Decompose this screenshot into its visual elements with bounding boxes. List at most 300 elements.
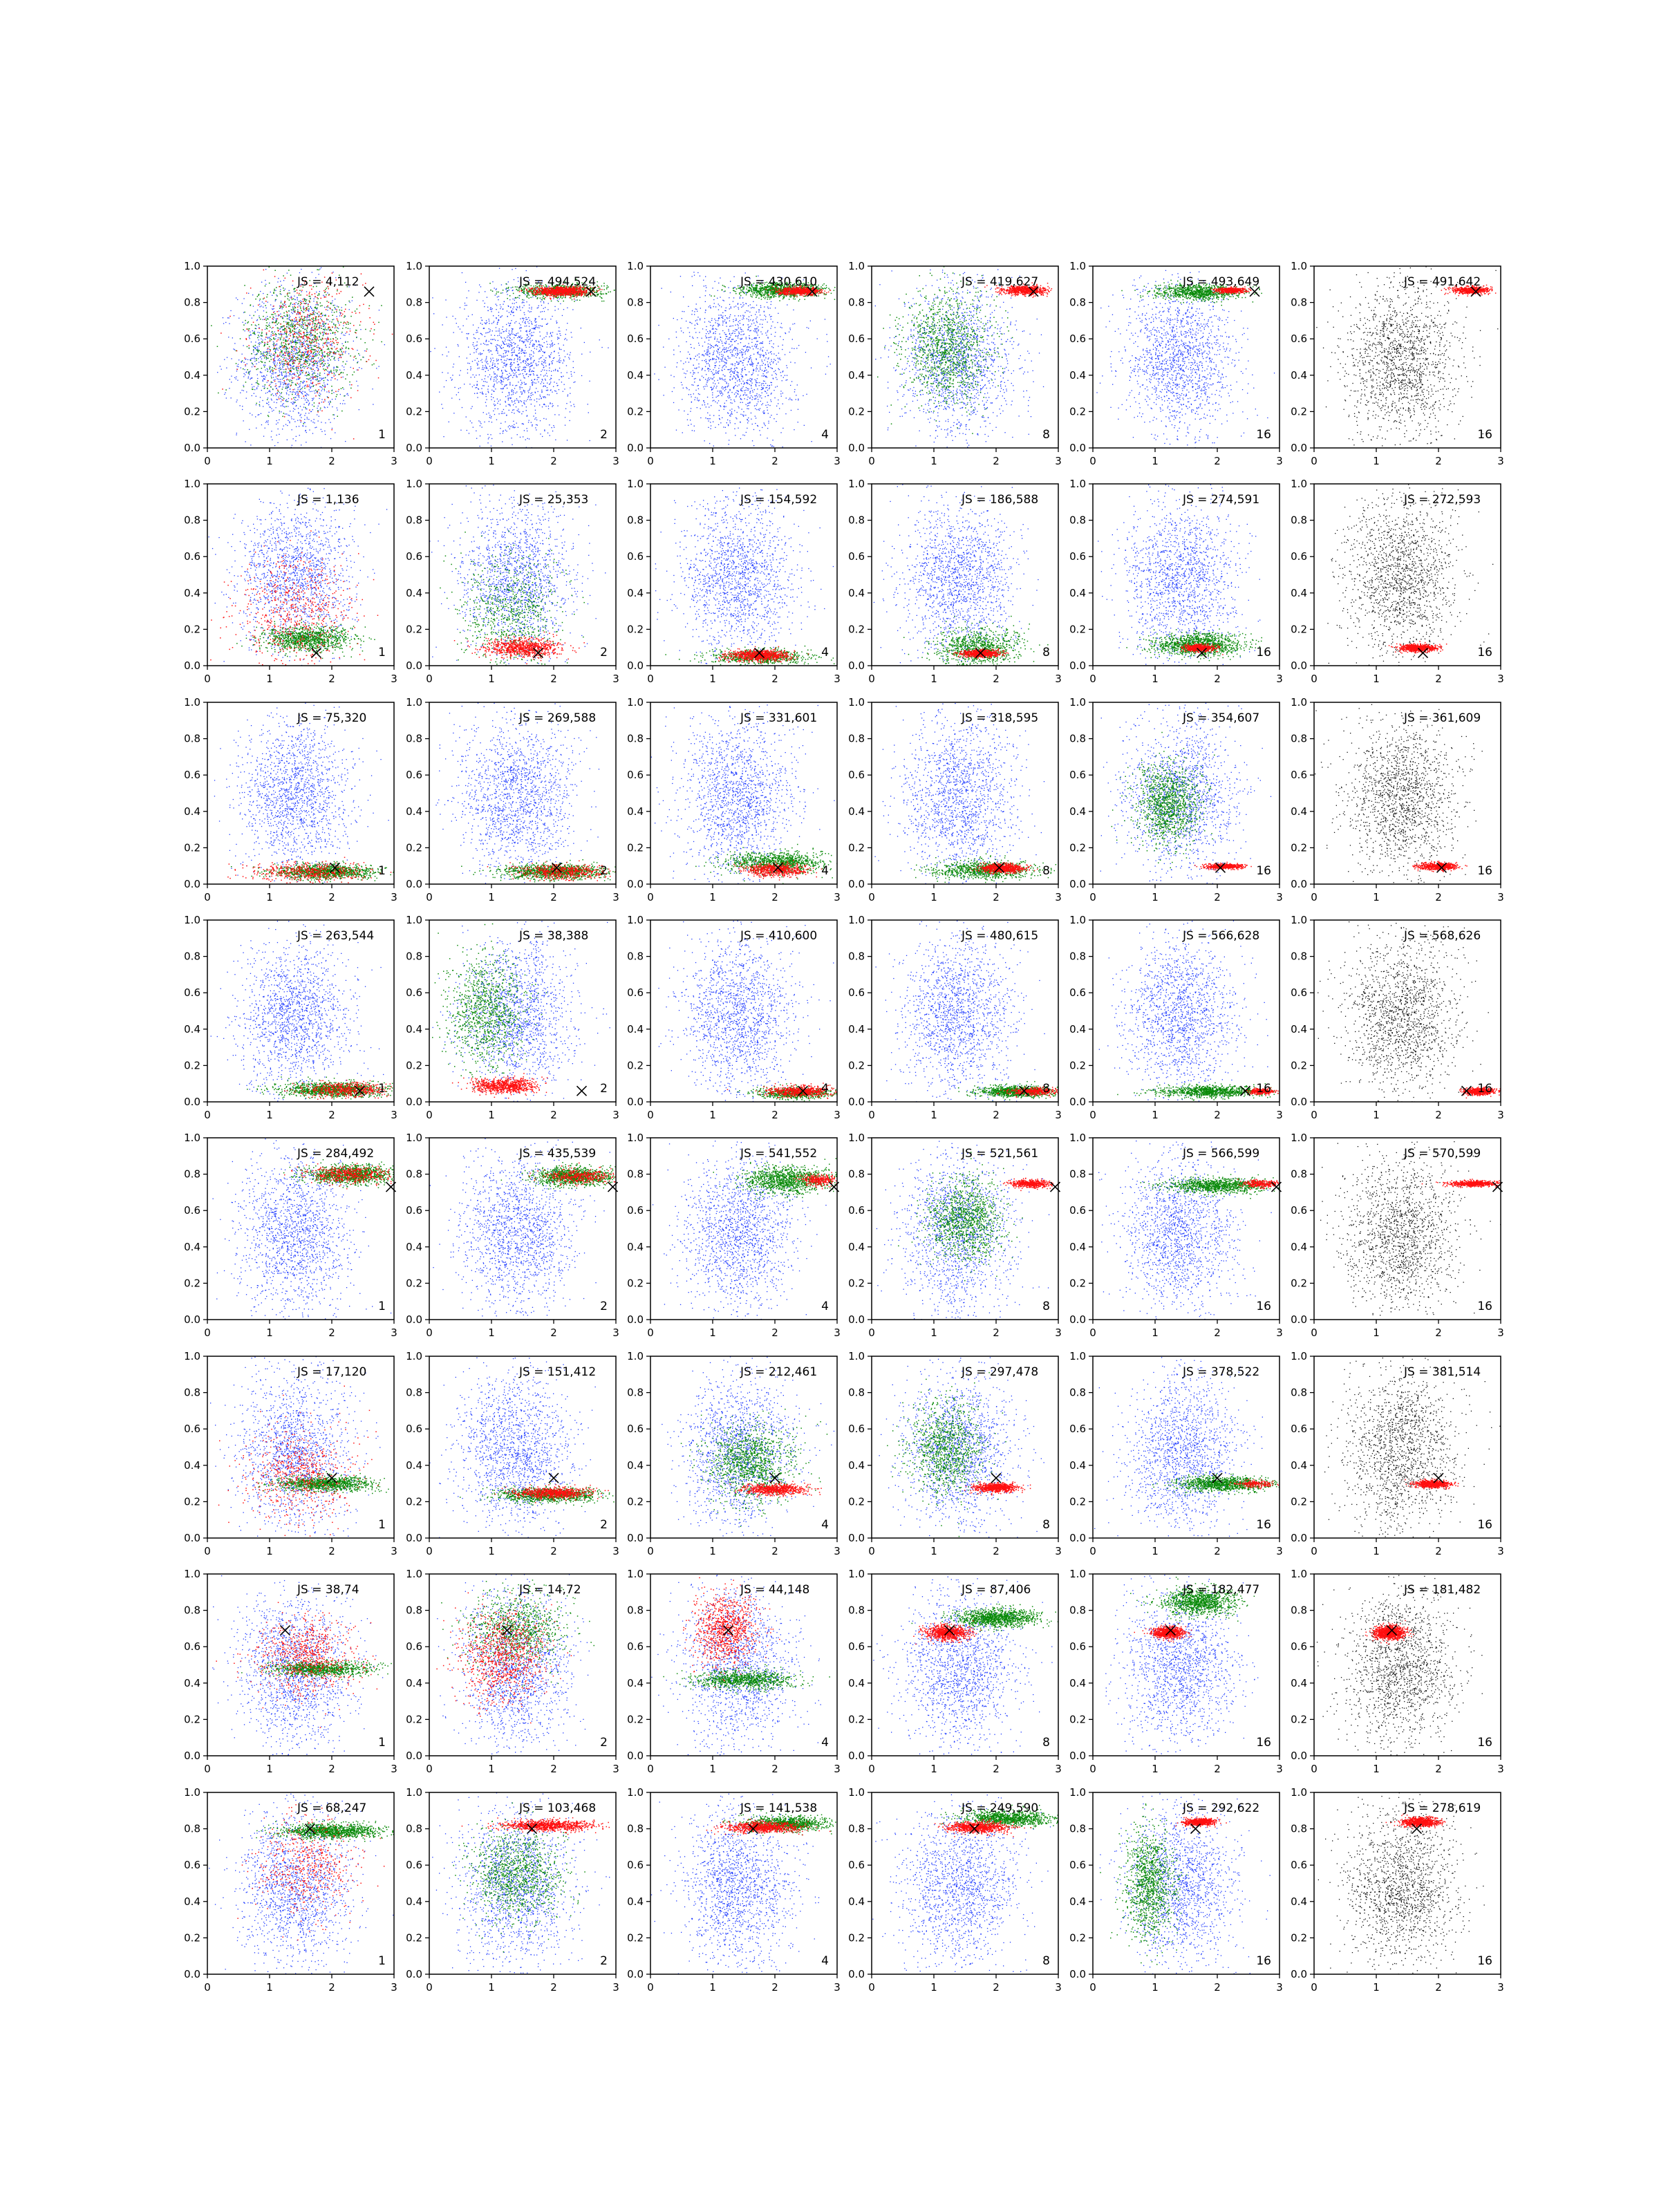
scatter-point (503, 347, 504, 348)
scatter-point (506, 352, 507, 353)
scatter-point (290, 335, 292, 337)
scatter-point (344, 403, 345, 404)
scatter-point (542, 355, 543, 356)
scatter-point (317, 362, 318, 363)
scatter-point (276, 393, 278, 395)
scatter-point (327, 368, 328, 369)
scatter-point (601, 293, 603, 294)
scatter-point (299, 351, 300, 353)
scatter-point (281, 356, 282, 357)
scatter-point (272, 327, 274, 328)
scatter-point (295, 344, 297, 346)
scatter-point (309, 403, 310, 404)
scatter-point (276, 356, 278, 357)
scatter-point (298, 412, 299, 413)
scatter-point (513, 312, 514, 313)
scatter-point (270, 366, 271, 367)
scatter-point (288, 383, 289, 384)
scatter-point (301, 303, 303, 304)
scatter-point (551, 378, 552, 379)
scatter-point (312, 374, 313, 375)
scatter-point (337, 416, 339, 418)
scatter-point (516, 347, 517, 348)
scatter-point (487, 389, 488, 390)
scatter-point (316, 353, 317, 354)
scatter-point (549, 424, 550, 425)
scatter-point (315, 325, 316, 326)
scatter-point (314, 346, 315, 347)
scatter-point (284, 416, 285, 418)
scatter-point (269, 351, 270, 352)
scatter-point (315, 395, 317, 397)
scatter-point (345, 322, 346, 324)
scatter-point (265, 337, 267, 338)
scatter-point (434, 348, 435, 349)
scatter-point (310, 299, 311, 300)
scatter-point (260, 306, 261, 307)
scatter-point (529, 320, 530, 321)
scatter-point (346, 327, 347, 328)
scatter-point (443, 436, 444, 437)
scatter-point (481, 388, 482, 389)
scatter-point (511, 362, 512, 363)
scatter-point (320, 408, 321, 409)
scatter-point (309, 292, 310, 293)
scatter-point (303, 306, 304, 307)
scatter-point (224, 394, 225, 395)
scatter-point (304, 303, 306, 305)
scatter-point (255, 328, 256, 330)
scatter-point (495, 366, 496, 367)
scatter-point (295, 384, 297, 386)
scatter-point (547, 344, 548, 345)
scatter-point (346, 361, 347, 362)
scatter-point (323, 324, 324, 325)
scatter-point (306, 309, 308, 310)
scatter-point (319, 294, 320, 296)
scatter-point (331, 393, 332, 395)
scatter-point (325, 338, 326, 339)
scatter-point (226, 397, 227, 398)
scatter-point (542, 361, 543, 362)
scatter-point (325, 355, 326, 357)
scatter-point (316, 350, 317, 351)
scatter-point (491, 354, 492, 355)
scatter-point (238, 359, 239, 360)
scatter-point (287, 425, 288, 426)
scatter-point (244, 312, 245, 313)
scatter-point (279, 360, 280, 361)
scatter-point (486, 341, 487, 342)
scatter-point (577, 299, 579, 301)
scatter-point (310, 345, 311, 346)
scatter-point (556, 393, 557, 394)
scatter-point (264, 352, 265, 353)
scatter-point (292, 339, 294, 341)
scatter-point (341, 291, 342, 292)
scatter-point (289, 299, 290, 301)
scatter-point (528, 392, 529, 393)
scatter-point (529, 354, 530, 355)
scatter-point (532, 394, 533, 395)
scatter-point (278, 359, 279, 360)
scatter-point (523, 302, 524, 303)
scatter-point (331, 344, 332, 345)
scatter-point (303, 308, 304, 309)
scatter-point (317, 323, 319, 324)
scatter-point (550, 333, 551, 334)
scatter-point (311, 358, 312, 359)
scatter-point (259, 344, 261, 345)
scatter-point (342, 354, 344, 355)
scatter-point (572, 309, 573, 310)
scatter-point (497, 376, 498, 377)
scatter-point (256, 320, 257, 321)
scatter-point (288, 387, 289, 388)
scatter-point (545, 362, 546, 363)
scatter-point (353, 438, 355, 440)
scatter-point (271, 339, 272, 341)
scatter-point (303, 334, 304, 335)
scatter-point (281, 316, 283, 317)
scatter-point (299, 290, 301, 291)
scatter-point (319, 402, 320, 404)
scatter-point (373, 364, 375, 365)
scatter-point (231, 397, 232, 398)
x-tick-label: 2 (328, 455, 335, 467)
scatter-point (285, 306, 287, 308)
scatter-point (229, 316, 231, 317)
scatter-point (274, 362, 275, 363)
scatter-point (522, 387, 523, 388)
scatter-point (531, 395, 532, 396)
scatter-point (361, 274, 362, 275)
scatter-point (567, 372, 568, 373)
scatter-point (274, 379, 275, 380)
scatter-point (336, 310, 337, 311)
scatter-point (508, 350, 509, 351)
scatter-point (271, 377, 272, 379)
scatter-point (600, 293, 601, 294)
scatter-point (292, 374, 293, 375)
scatter-point (274, 270, 276, 272)
scatter-point (509, 384, 510, 385)
scatter-point (292, 368, 294, 369)
scatter-point (305, 341, 306, 342)
scatter-point (541, 357, 542, 358)
scatter-point (287, 387, 288, 388)
scatter-point (300, 318, 301, 319)
scatter-point (274, 290, 275, 292)
scatter-point (517, 337, 518, 338)
scatter-point (244, 369, 245, 370)
scatter-point (279, 354, 280, 355)
scatter-point (333, 392, 334, 393)
scatter-point (335, 353, 337, 355)
scatter-point (243, 368, 244, 370)
scatter-point (297, 327, 298, 328)
scatter-point (521, 394, 522, 395)
scatter-point (333, 323, 334, 324)
scatter-point (292, 281, 294, 282)
scatter-point (285, 383, 287, 384)
scatter-point (293, 408, 294, 409)
scatter-point (279, 375, 280, 377)
scatter-point (330, 352, 332, 353)
scatter-point (342, 328, 344, 329)
scatter-point (326, 341, 327, 343)
scatter-point (547, 323, 548, 324)
scatter-point (606, 287, 608, 288)
scatter-point (291, 359, 292, 360)
scatter-point (362, 357, 364, 358)
scatter-point (256, 360, 257, 362)
scatter-point (514, 300, 515, 301)
scatter-point (297, 373, 299, 374)
scatter-point (257, 351, 259, 353)
scatter-point (305, 366, 306, 368)
scatter-point (265, 422, 266, 423)
scatter-point (245, 338, 247, 339)
scatter-point (273, 395, 274, 396)
scatter-point (339, 310, 341, 311)
scatter-point (317, 379, 318, 381)
scatter-point (516, 287, 518, 288)
scatter-point (320, 303, 321, 304)
scatter-point (278, 316, 279, 317)
scatter-point (299, 293, 300, 294)
scatter-point (583, 289, 584, 290)
scatter-point (335, 307, 336, 308)
scatter-point (326, 332, 327, 334)
scatter-point (521, 413, 522, 414)
scatter-point (290, 332, 291, 334)
scatter-point (494, 414, 495, 415)
scatter-point (315, 318, 317, 319)
scatter-point (480, 423, 481, 424)
scatter-point (322, 388, 323, 389)
scatter-point (519, 396, 520, 397)
scatter-point (293, 391, 294, 392)
scatter-point (311, 314, 312, 315)
scatter-point (280, 369, 281, 371)
scatter-point (535, 410, 536, 411)
scatter-point (289, 361, 290, 362)
scatter-point (341, 322, 342, 324)
scatter-point (292, 362, 294, 363)
scatter-point (512, 312, 513, 313)
scatter-point (499, 376, 500, 377)
scatter-point (309, 410, 310, 411)
scatter-point (337, 321, 339, 323)
scatter-point (527, 438, 528, 439)
scatter-point (263, 436, 264, 437)
scatter-point (310, 361, 312, 362)
scatter-point (542, 297, 543, 299)
scatter-point (530, 397, 531, 398)
scatter-point (480, 360, 481, 361)
scatter-point (514, 358, 515, 359)
scatter-point (279, 348, 280, 349)
scatter-point (321, 360, 323, 362)
scatter-point (276, 287, 277, 288)
scatter-point (268, 351, 269, 353)
scatter-point (299, 346, 301, 348)
scatter-point (275, 366, 276, 367)
scatter-point (221, 369, 222, 370)
scatter-point (331, 348, 332, 349)
scatter-point (273, 306, 274, 307)
scatter-point (319, 375, 321, 376)
scatter-point (341, 348, 343, 349)
scatter-point (257, 381, 259, 382)
scatter-point (538, 341, 539, 342)
scatter-point (257, 296, 259, 297)
scatter-point (325, 324, 326, 325)
scatter-point (533, 415, 534, 416)
scatter-point (292, 382, 293, 383)
scatter-point (300, 344, 301, 345)
scatter-point (280, 352, 281, 353)
scatter-point (309, 359, 310, 360)
scatter-point (277, 442, 278, 443)
scatter-point (365, 329, 366, 330)
scatter-point (370, 330, 371, 332)
scatter-point (285, 364, 286, 365)
scatter-point (475, 387, 476, 388)
scatter-point (544, 337, 545, 338)
scatter-point (274, 348, 275, 349)
scatter-point (324, 290, 325, 292)
scatter-point (296, 368, 297, 369)
scatter-point (499, 268, 500, 269)
scatter-point (294, 363, 295, 364)
scatter-point (293, 299, 294, 300)
scatter-point (505, 430, 506, 431)
scatter-point (274, 445, 275, 446)
scatter-point (317, 339, 318, 340)
scatter-point (476, 300, 477, 301)
scatter-point (341, 307, 342, 308)
scatter-point (476, 363, 477, 364)
scatter-point (332, 356, 333, 357)
scatter-point (528, 376, 529, 377)
scatter-point (237, 299, 238, 300)
scatter-point (294, 320, 295, 321)
scatter-point (308, 404, 309, 405)
scatter-point (299, 326, 301, 327)
scatter-point (519, 366, 520, 367)
scatter-point (488, 370, 489, 371)
scatter-point (281, 363, 282, 364)
scatter-point (599, 288, 601, 289)
scatter-point (531, 311, 532, 312)
scatter-point (260, 371, 261, 372)
scatter-point (332, 352, 334, 353)
scatter-point (297, 383, 298, 384)
scatter-point (330, 345, 331, 346)
scatter-point (474, 393, 475, 394)
scatter-point (317, 329, 319, 330)
scatter-point (301, 382, 302, 383)
scatter-point (286, 362, 288, 363)
scatter-point (530, 342, 531, 343)
scatter-point (272, 382, 273, 383)
scatter-point (271, 359, 272, 360)
x-tick-label: 1 (266, 455, 273, 467)
scatter-point (299, 385, 300, 386)
scatter-point (497, 350, 498, 351)
scatter-point (544, 342, 545, 343)
scatter-point (269, 349, 270, 350)
scatter-point (500, 376, 501, 377)
scatter-point (303, 324, 304, 326)
scatter-point (283, 361, 284, 362)
scatter-point (306, 349, 307, 350)
scatter-point (298, 358, 299, 359)
scatter-point (326, 309, 327, 310)
scatter-point (528, 290, 529, 291)
scatter-point (539, 404, 540, 405)
scatter-point (272, 335, 274, 336)
scatter-point (249, 371, 250, 373)
scatter-point (318, 321, 319, 323)
scatter-point (291, 402, 292, 403)
scatter-point (486, 396, 487, 397)
scatter-point (321, 358, 322, 359)
scatter-point (265, 285, 266, 287)
scatter-point (262, 400, 263, 401)
scatter-point (310, 353, 311, 354)
scatter-point (316, 427, 317, 428)
scatter-point (285, 368, 287, 370)
scatter-point (500, 306, 501, 307)
scatter-point (271, 436, 272, 437)
scatter-point (279, 362, 281, 364)
scatter-point (247, 328, 249, 330)
scatter-point (321, 350, 323, 351)
scatter-point (512, 308, 513, 309)
scatter-point (316, 339, 317, 341)
scatter-point (325, 291, 326, 292)
scatter-point (246, 372, 247, 373)
scatter-point (581, 354, 582, 355)
scatter-point (324, 321, 325, 323)
scatter-point (308, 337, 310, 338)
scatter-point (291, 416, 292, 417)
scatter-point (322, 366, 323, 367)
scatter-point (537, 377, 538, 378)
scatter-point (296, 436, 297, 437)
scatter-point (273, 379, 274, 380)
scatter-point (492, 364, 493, 365)
scatter-point (319, 383, 321, 384)
scatter-point (288, 344, 290, 345)
scatter-point (309, 315, 310, 317)
scatter-point (283, 398, 285, 400)
scatter-point (603, 285, 605, 287)
scatter-point (314, 419, 315, 420)
scatter-point (317, 313, 318, 315)
scatter-point (486, 414, 487, 415)
scatter-point (523, 300, 524, 301)
scatter-point (494, 401, 495, 402)
scatter-point (321, 431, 322, 432)
scatter-point (554, 306, 555, 307)
scatter-point (307, 328, 308, 330)
scatter-point (328, 355, 329, 356)
scatter-point (291, 382, 292, 384)
